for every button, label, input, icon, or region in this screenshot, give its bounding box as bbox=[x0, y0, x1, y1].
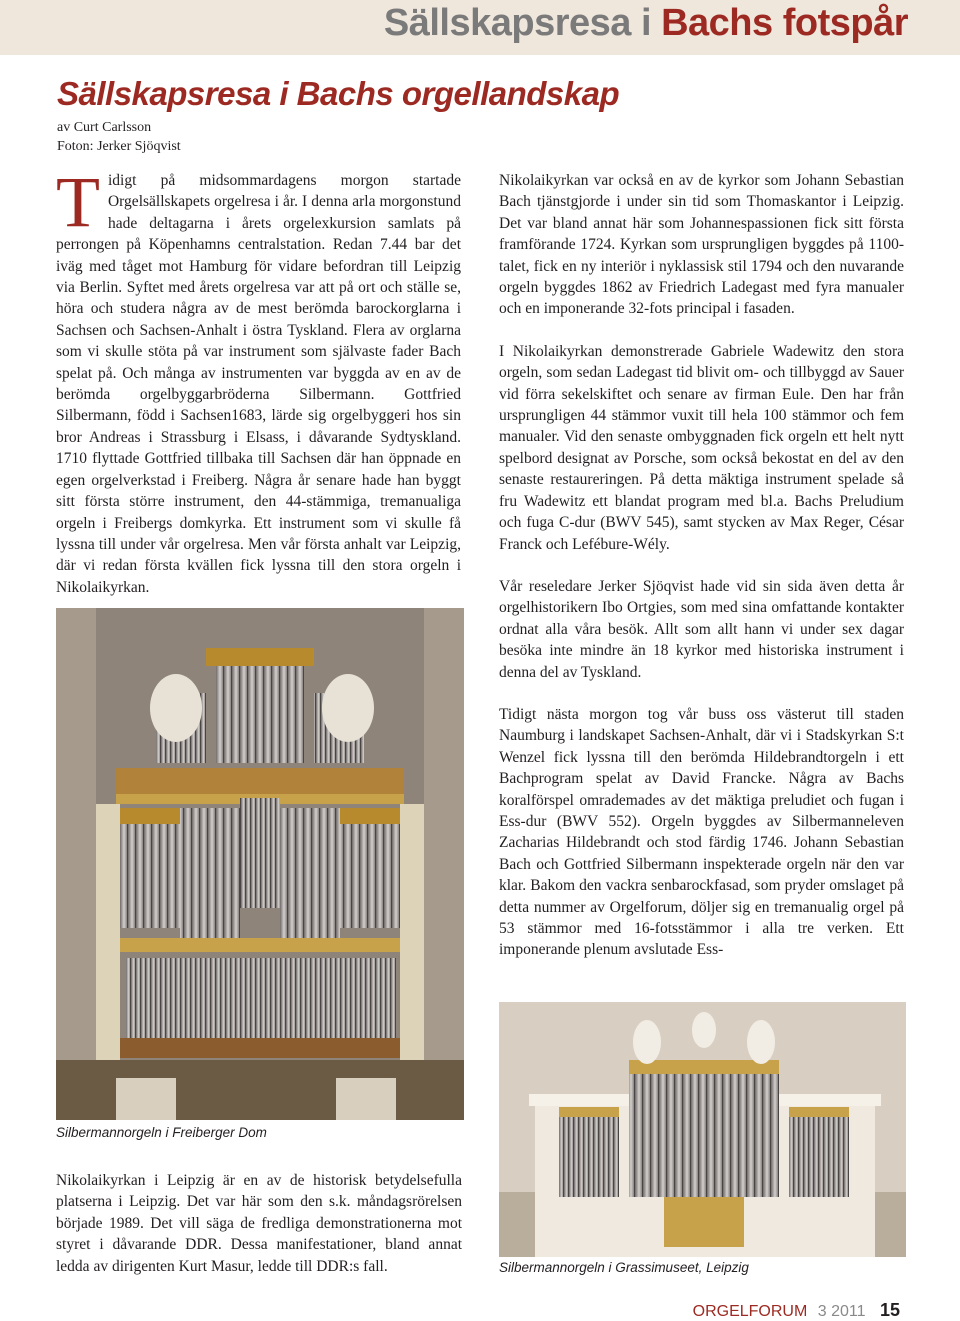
article-title: Sällskapsresa i Bachs orgellandskap bbox=[57, 75, 620, 112]
organ-illustration-grassimuseum bbox=[499, 1002, 906, 1257]
drop-cap: T bbox=[56, 162, 100, 242]
photo-grassimuseum-organ bbox=[499, 1002, 906, 1257]
footer-brand-thin: FORUM bbox=[748, 1303, 808, 1320]
header-title-part1: Sällskapsresa i bbox=[383, 2, 662, 44]
caption-grassimuseum: Silbermannorgeln i Grassimuseet, Leipzig bbox=[499, 1260, 749, 1275]
intro-text: idigt på midsommardagens morgon startade Orgelsällskapets orgelresa i år. I denna arla morgonstund hade deltagarna i årets orgelexkursion samlats på perrongen på Köpenhamns centralstation. Redan 7.44 bar det iväg med tåget mot Hamburg för vidare befordran till Leipzig via Berlin. Syftet med årets orgelresa var att på ort och ställe se, höra och studera några av de mest berömda barockorglarna i Sachsen och Sachsen-Anhalt i östra Tyskland. Flera av orglarna som vi skulle stöta på var instrument som självaste fader Bach spelat på. Och många av instrumenten var byggda av en av de berömda orgelbyggarbröderna Silbermann. Gottfried Silbermann, född i Sachsen1683, lärde sig orgelbyggeri hos sin bror Andreas i Strassburg i Elsass, i dåvarande Sydtyskland. 1710 flyttade Gottfried tillbaka till Sachsen där han öppnade en egen orgelverkstad i Freiberg. Några år senare hade han byggt sitt första större instrument, den 44-stämmiga, tremanualiga orgeln i Freibergs domkyrka. Ett instrument som vi skulle få lyssna till under vår orgelresa. Men vår första anhalt var Leipzig, där vi redan första kvällen fick lyssna till den stora orgeln i Nikolaikyrkan. bbox=[56, 172, 461, 596]
photo-freiberg-organ bbox=[56, 608, 464, 1120]
left-bottom-column bbox=[56, 1170, 462, 1277]
nikolaikyrkan-paragraph: Nikolaikyrkan i Leipzig är en av de historisk betydelsefulla platserna i Leipzig. Det var här som den s.k. måndagsrörelsen började 1989. Det vill säga de fredliga demonstrationerna mot styret i dåvarande DDR. Dessa manifestationer, bland annat ledda av dirigenten Kurt Masur, ledde till DDR:s fall. bbox=[56, 1172, 462, 1275]
page-number: 15 bbox=[879, 1300, 900, 1320]
left-column bbox=[56, 162, 461, 598]
caption-freiberg: Silbermannorgeln i Freiberger Dom bbox=[56, 1125, 267, 1140]
section-header-title bbox=[384, 2, 908, 45]
page-footer bbox=[693, 1300, 900, 1321]
right-paragraph-3: Vår reseledare Jerker Sjöqvist hade vid sin sida även detta år orgelhistorikern Ibo Ortgies, som med sina omfattande kontakter ordnat alla våra besök. Allt som allt hann vi under sex dagar besöka inte mindre än 18 kyrkor med historiska instrument i denna del av Tyskland. bbox=[499, 577, 904, 681]
right-paragraph-4: Tidigt nästa morgon tog vår buss oss västerut till staden Naumburg i landskapet Sachsen-Anhalt, där vi i Stadskyrkan S:t Wenzel fick lyssna till den berömda Hildebrandtorgeln i ett Bachprogram spelat av David Francke. Några av Bachs koralförspel omrademades av det mäktiga preludiet och fugan i Ess-dur (BWV 552). Orgeln byggdes av Silbermanneleven Zacharias Hildebrandt och stod färdig 1746. Johann Sebastian Bach och Gottfried Silbermann inspekterade orgeln när den var klar. Bakom den vackra senbarockfasad, som pryder omslaget på detta nummer av Orgelforum, döljer sig en tremanualig orgel på 53 stämmor med 16-fotsstämmor i alla tre verken. Ett imponerande plenum avslutade Ess- bbox=[499, 705, 904, 959]
organ-illustration-freiberg bbox=[56, 608, 464, 1120]
footer-brand-bold: ORGEL bbox=[692, 1303, 749, 1320]
footer-brand bbox=[693, 1303, 808, 1320]
footer-issue: 3 2011 bbox=[817, 1303, 866, 1320]
byline bbox=[57, 118, 181, 156]
intro-paragraph bbox=[56, 162, 461, 598]
right-column bbox=[499, 170, 904, 961]
right-paragraph-1: Nikolaikyrkan var också en av de kyrkor som Johann Sebastian Bach tjänstgjorde i under sin tid som Thomaskantor i Leipzig. Det var bland annat här som Johannespassionen fick sitt första framförande 1724. Kyrkan som ursprungligen byggdes på 1100-talet, fick en ny interiör i nyklassisk stil 1794 och den nuvarande orgeln byggdes 1862 av Friedrich Ladegast med fyra manualer och en imponerande 32-fots principal i fasaden. bbox=[499, 172, 904, 318]
right-paragraph-2: I Nikolaikyrkan demonstrerade Gabriele Wadewitz den stora orgeln, som sedan Ladegast tid blivit om- och tillbyggd av Sauer vid förra sekelskiftet och senare av firman Eule. Den har från ursprungligen 44 stämmor vuxit till hela 100 stämmor och fem manualer. Vid den senaste ombyggnaden fick orgeln ett helt nytt spelbord designat av Porsche, som också bekostat en del av den senaste restaureringen. På detta mäktiga instrument spelade så fru Wadewitz ett blandat program med bl.a. Bachs Preludium och fuga C-dur (BWV 545), samt stycken av Max Reger, César Franck och Lefébure-Wély. bbox=[499, 342, 904, 553]
photographer-line: Foton: Jerker Sjöqvist bbox=[57, 139, 181, 154]
header-title-part2: Bachs fotspår bbox=[661, 2, 908, 44]
author-line: av Curt Carlsson bbox=[57, 120, 152, 135]
